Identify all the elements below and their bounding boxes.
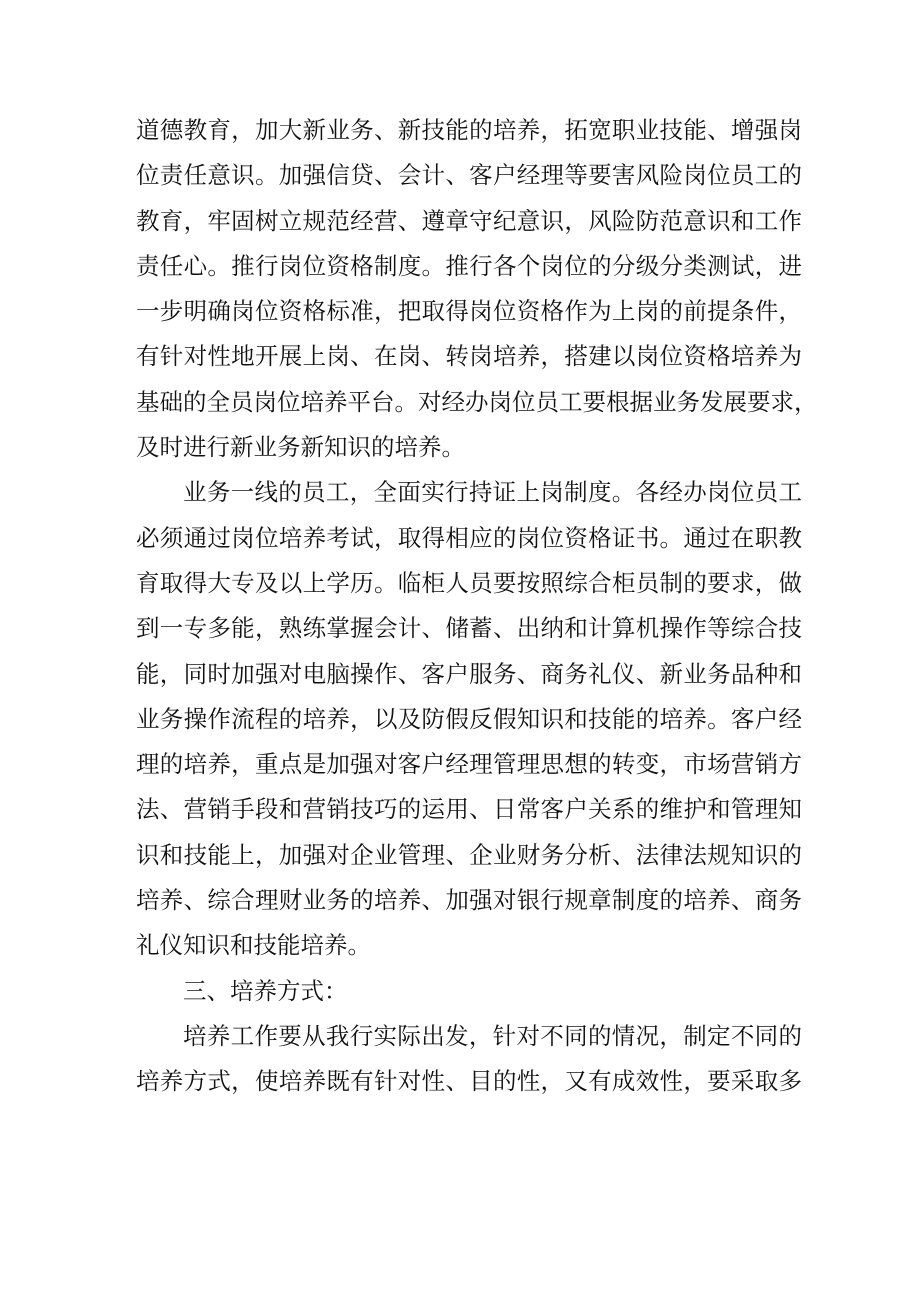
text-line: 一步明确岗位资格标准，把取得岗位资格作为上岗的前提条件， bbox=[136, 297, 802, 326]
text-line: 及时进行新业务新知识的培养。 bbox=[136, 433, 465, 462]
text-line: 业务操作流程的培养，以及防假反假知识和技能的培养。客户经 bbox=[136, 704, 802, 733]
text-line: 培养方式，使培养既有针对性、目的性，又有成效性，要采取多 bbox=[136, 1067, 802, 1096]
text-line: 能，同时加强对电脑操作、客户服务、商务礼仪、新业务品种和 bbox=[136, 659, 802, 688]
text-line: 道德教育，加大新业务、新技能的培养，拓宽职业技能、增强岗 bbox=[136, 116, 802, 144]
text-line: 必须通过岗位培养考试，取得相应的岗位资格证书。通过在职教 bbox=[136, 523, 802, 552]
text-line: 责任心。推行岗位资格制度。推行各个岗位的分级分类测试，进 bbox=[136, 251, 802, 280]
text-line: 位责任意识。加强信贷、会计、客户经理等要害风险岗位员工的 bbox=[136, 161, 802, 190]
text-line: 到一专多能，熟练掌握会计、储蓄、出纳和计算机操作等综合技 bbox=[136, 614, 802, 643]
text-line: 业务一线的员工，全面实行持证上岗制度。各经办岗位员工 bbox=[183, 478, 802, 507]
text-line: 识和技能上，加强对企业管理、企业财务分析、法律法规知识的 bbox=[136, 840, 802, 869]
text-line: 培养、综合理财业务的培养、加强对银行规章制度的培养、商务 bbox=[136, 886, 802, 915]
text-line: 三、培养方式： bbox=[183, 976, 348, 1005]
text-line: 有针对性地开展上岗、在岗、转岗培养，搭建以岗位资格培养为 bbox=[136, 342, 802, 371]
text-line: 理的培养，重点是加强对客户经理管理思想的转变，市场营销方 bbox=[136, 750, 802, 779]
text-line: 礼仪知识和技能培养。 bbox=[136, 931, 371, 960]
text-line: 基础的全员岗位培养平台。对经办岗位员工要根据业务发展要求， bbox=[136, 387, 818, 416]
text-line: 法、营销手段和营销技巧的运用、日常客户关系的维护和管理知 bbox=[136, 795, 802, 824]
body-text bbox=[136, 108, 818, 1105]
text-line: 培养工作要从我行实际出发，针对不同的情况，制定不同的 bbox=[183, 1021, 802, 1050]
text-line: 育取得大专及以上学历。临柜人员要按照综合柜员制的要求，做 bbox=[136, 568, 802, 597]
text-line: 教育，牢固树立规范经营、遵章守纪意识，风险防范意识和工作 bbox=[136, 206, 802, 235]
